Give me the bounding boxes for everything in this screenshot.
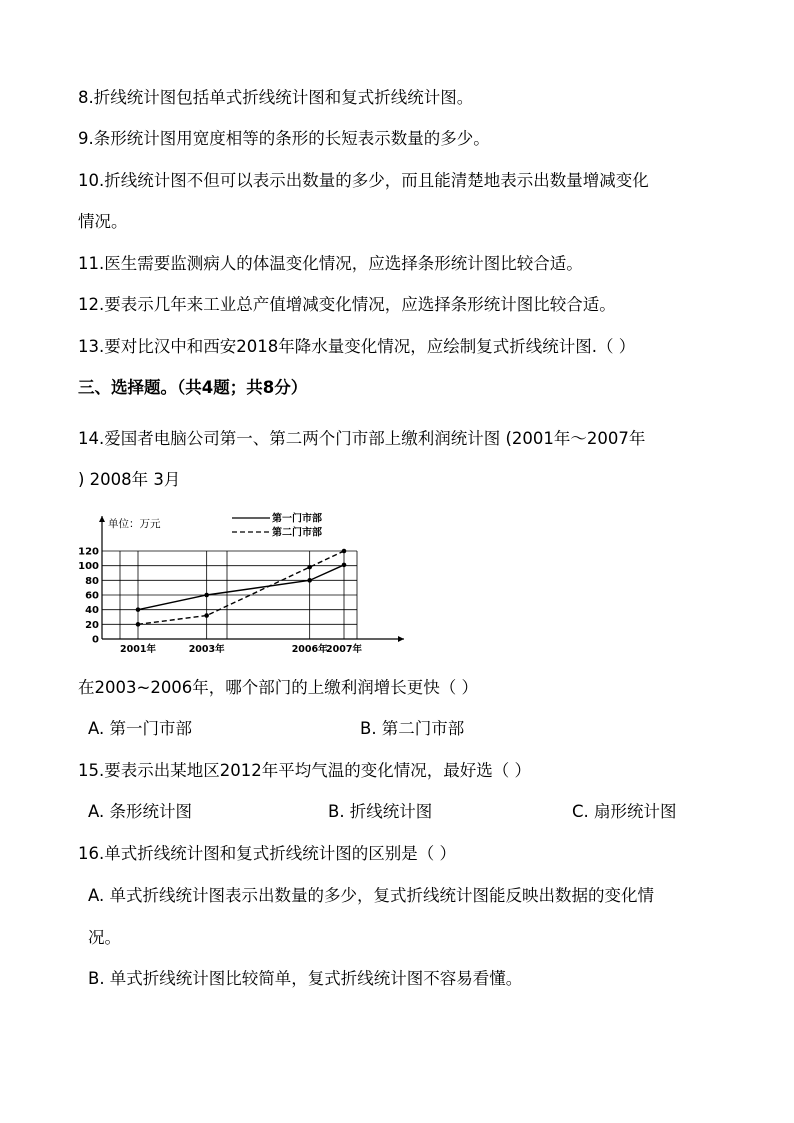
- y-tick-label: 0: [92, 634, 99, 646]
- option-14-b[interactable]: B. 第二门市部: [360, 719, 465, 738]
- option-15-b[interactable]: B. 折线统计图: [328, 802, 433, 821]
- option-16-a-line1[interactable]: A. 单式折线统计图表示出数量的多少，复式折线统计图能反映出数据的变化情: [88, 886, 654, 905]
- legend-label-1: 第一门市部: [272, 513, 322, 525]
- x-tick-label: 2001年: [120, 644, 156, 655]
- series-1-point: [307, 578, 312, 583]
- series-1-point: [204, 593, 209, 598]
- series-1-point: [342, 563, 347, 568]
- question-15: 15.要表示出某地区2012年平均气温的变化情况，最好选（ ）: [78, 761, 531, 780]
- chart-x-ticks: [120, 643, 362, 655]
- y-tick-label: 40: [85, 605, 99, 617]
- question-10-line1: 10.折线统计图不但可以表示出数量的多少，而且能清楚地表示出数量增减变化: [78, 171, 649, 190]
- chart-grid: [102, 551, 357, 639]
- question-14-prompt: 在2003~2006年，哪个部门的上缴利润增长更快（ ）: [78, 678, 479, 697]
- y-tick-label: 20: [85, 619, 99, 631]
- profit-line-chart: [78, 508, 414, 656]
- x-tick-label: 2003年: [188, 644, 225, 655]
- series-2-point: [307, 565, 312, 570]
- question-9: 9.条形统计图用宽度相等的条形的长短表示数量的多少。: [78, 129, 490, 148]
- y-tick-label: 120: [78, 546, 99, 558]
- chart-unit-label: 单位：万元: [108, 518, 161, 530]
- question-13: 13.要对比汉中和西安2018年降水量变化情况，应绘制复式折线统计图.（ ）: [78, 337, 636, 356]
- series-2-point: [204, 613, 209, 618]
- question-10-line2: 情况。: [78, 212, 128, 231]
- question-8: 8.折线统计图包括单式折线统计图和复式折线统计图。: [78, 88, 474, 107]
- question-11: 11.医生需要监测病人的体温变化情况，应选择条形统计图比较合适。: [78, 254, 583, 273]
- y-tick-label: 100: [78, 561, 99, 573]
- option-15-a[interactable]: A. 条形统计图: [88, 802, 192, 821]
- chart-axes: [99, 516, 404, 642]
- series-2-point: [136, 622, 141, 627]
- question-12: 12.要表示几年来工业总产值增减变化情况，应选择条形统计图比较合适。: [78, 295, 616, 314]
- option-16-a-line2: 况。: [88, 928, 121, 947]
- series-line-1: [138, 565, 344, 610]
- question-14-line2: ) 2008年 3月: [78, 470, 181, 489]
- series-line-2: [138, 551, 344, 624]
- y-tick-label: 80: [85, 575, 99, 587]
- question-16: 16.单式折线统计图和复式折线统计图的区别是（ ）: [78, 844, 456, 863]
- x-tick-label: 2007年: [326, 644, 362, 655]
- section-heading-choice: 三、选择题。（共4题；共8分）: [78, 378, 308, 397]
- x-axis-arrow: [398, 636, 404, 642]
- y-axis-arrow: [99, 516, 105, 522]
- question-14-line1: 14.爱国者电脑公司第一、第二两个门市部上缴利润统计图 (2001年～2007年: [78, 429, 646, 448]
- x-tick-label: 2006年: [291, 644, 328, 655]
- series-2-point: [342, 549, 347, 554]
- option-14-a[interactable]: A. 第一门市部: [88, 719, 192, 738]
- legend-label-2: 第二门市部: [272, 527, 322, 539]
- y-tick-label: 60: [85, 590, 99, 602]
- series-1-point: [136, 607, 141, 612]
- chart-legend: [232, 512, 322, 539]
- option-16-b[interactable]: B. 单式折线统计图比较简单，复式折线统计图不容易看懂。: [88, 969, 523, 988]
- chart-series: [136, 549, 347, 627]
- option-15-c[interactable]: C. 扇形统计图: [572, 802, 677, 821]
- chart-y-ticks: [78, 547, 99, 646]
